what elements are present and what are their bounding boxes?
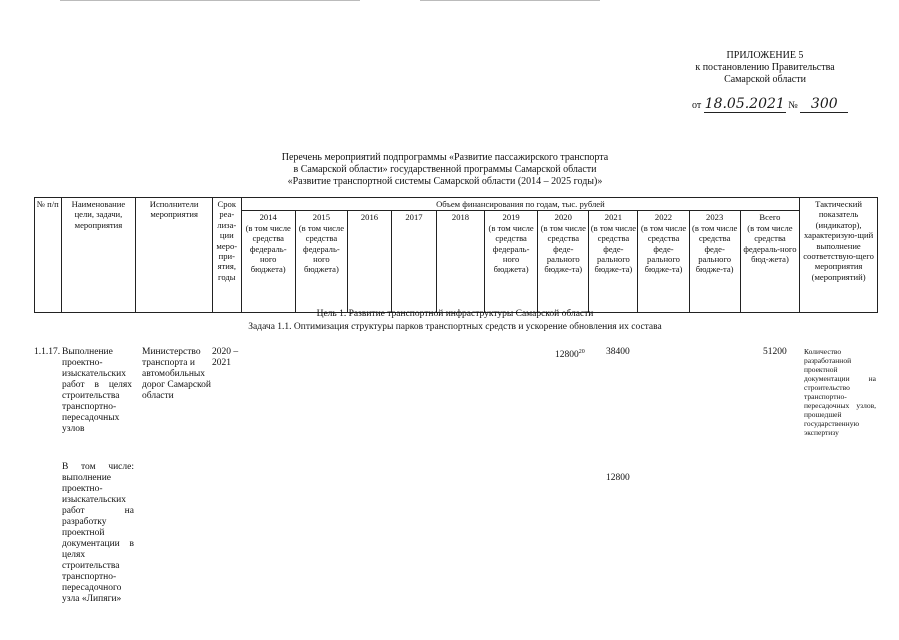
year-label: 2020 — [554, 212, 572, 223]
total-label: Всего — [759, 212, 781, 223]
header-funding: Объем финансирования по годам, тыс. рублей — [241, 198, 800, 211]
subrow-name: В том числе: выполнение проектно-изыскательских работ на разработку проектной документации в целях строительства транспортно-пересадочного узла «Липяги» — [62, 462, 134, 604]
year-note: (в том числе средства феде-рального бюдже-та) — [590, 222, 637, 275]
handwritten-number: 300 — [800, 96, 848, 113]
task-heading: Задача 1.1. Оптимизация структуры парков транспортных средств и ускорение обновления их состава — [248, 322, 662, 332]
header-num: № п/п — [35, 198, 62, 313]
header-total-cell — [740, 211, 799, 313]
year-label: 2016 — [360, 212, 379, 223]
row-value-2021: 38400 — [606, 347, 630, 357]
document-title — [160, 152, 730, 188]
year-label: 2015 — [312, 212, 330, 223]
year-note: (в том числе средства феде-рального бюдже-та) — [640, 222, 687, 275]
year-label: 2019 — [502, 212, 520, 223]
year-label: 2022 — [654, 212, 673, 223]
header-year-cell — [638, 211, 689, 313]
header-year-cell — [589, 211, 638, 313]
scan-edge-line — [60, 0, 360, 1]
header-year-cell — [347, 211, 391, 313]
year-label: 2014 — [259, 212, 277, 223]
title-line-2: в Самарской области» государственной программы Самарской области — [293, 164, 597, 175]
header-year-cell — [391, 211, 436, 313]
title-line-3: «Развитие транспортной системы Самарской области (2014 – 2025 годы)» — [287, 176, 603, 187]
appendix-block — [640, 50, 890, 86]
footnote-mark: 20 — [578, 349, 585, 355]
goal-heading: Цель 1. Развитие транспортной инфраструктуры Самарской области — [316, 309, 594, 319]
header-year-cell — [485, 211, 538, 313]
header-indicator: Тактический показатель (индикатор), характеризую-щий выполнение соответствую-щего мероприятия (мероприятий) — [800, 198, 878, 313]
date-prefix: от — [692, 100, 702, 111]
decree-date-number — [692, 96, 848, 113]
measures-table-header — [34, 197, 878, 313]
row-name: Выполнение проектно-изыскательских работ в целях строительства транспортно-пересадочных узлов — [62, 347, 132, 434]
header-executors: Исполнители мероприятия — [136, 198, 213, 313]
year-label: 2017 — [405, 212, 423, 223]
subrow-value-2021: 12800 — [606, 473, 630, 483]
header-year-cell — [538, 211, 589, 313]
year-note: (в том числе средства федераль-ного бюджета) — [245, 222, 291, 275]
year-note: (в том числе средства феде-рального бюдже-та) — [692, 222, 738, 275]
row-executor: Министерство транспорта и автомобильных дорог Самарской области — [142, 347, 212, 401]
year-label: 2018 — [451, 212, 470, 223]
year-note: (в том числе средства федераль-ного бюджета) — [298, 222, 345, 275]
row-value-2020 — [555, 347, 605, 361]
row-number: 1.1.17. — [34, 347, 61, 357]
header-period: Срок реа-лиза-ции меро-при-ятия, годы — [212, 198, 241, 313]
row-indicator: Количество разработанной проектной документации на строительство транспортно-пересадочных узлов, прошедшей государственную экспертизу — [804, 347, 876, 437]
header-name: Наименование цели, задачи, мероприятия — [61, 198, 136, 313]
year-note: (в том числе средства федераль-ного бюджета) — [488, 222, 534, 275]
appendix-region: Самарской области — [724, 74, 806, 85]
value-2020: 12800 — [555, 350, 579, 361]
header-year-cell — [436, 211, 484, 313]
row-period: 2020 – 2021 — [212, 347, 239, 368]
scan-edge-line — [420, 0, 600, 1]
row-total: 51200 — [763, 347, 787, 357]
total-note: (в том числе средства федераль-ного бюд-жета) — [743, 222, 797, 265]
appendix-ref: к постановлению Правительства — [695, 62, 835, 73]
year-label: 2021 — [604, 212, 622, 223]
year-note: (в том числе средства феде-рального бюдже-та) — [540, 222, 586, 275]
handwritten-date: 18.05.2021 — [704, 96, 785, 112]
header-year-cell — [689, 211, 740, 313]
header-year-cell — [295, 211, 347, 313]
appendix-title: ПРИЛОЖЕНИЕ 5 — [726, 50, 804, 61]
number-prefix: № — [788, 100, 798, 111]
header-year-cell — [241, 211, 295, 313]
year-label: 2023 — [706, 212, 724, 223]
title-line-1: Перечень мероприятий подпрограммы «Развитие пассажирского транспорта — [281, 152, 609, 163]
